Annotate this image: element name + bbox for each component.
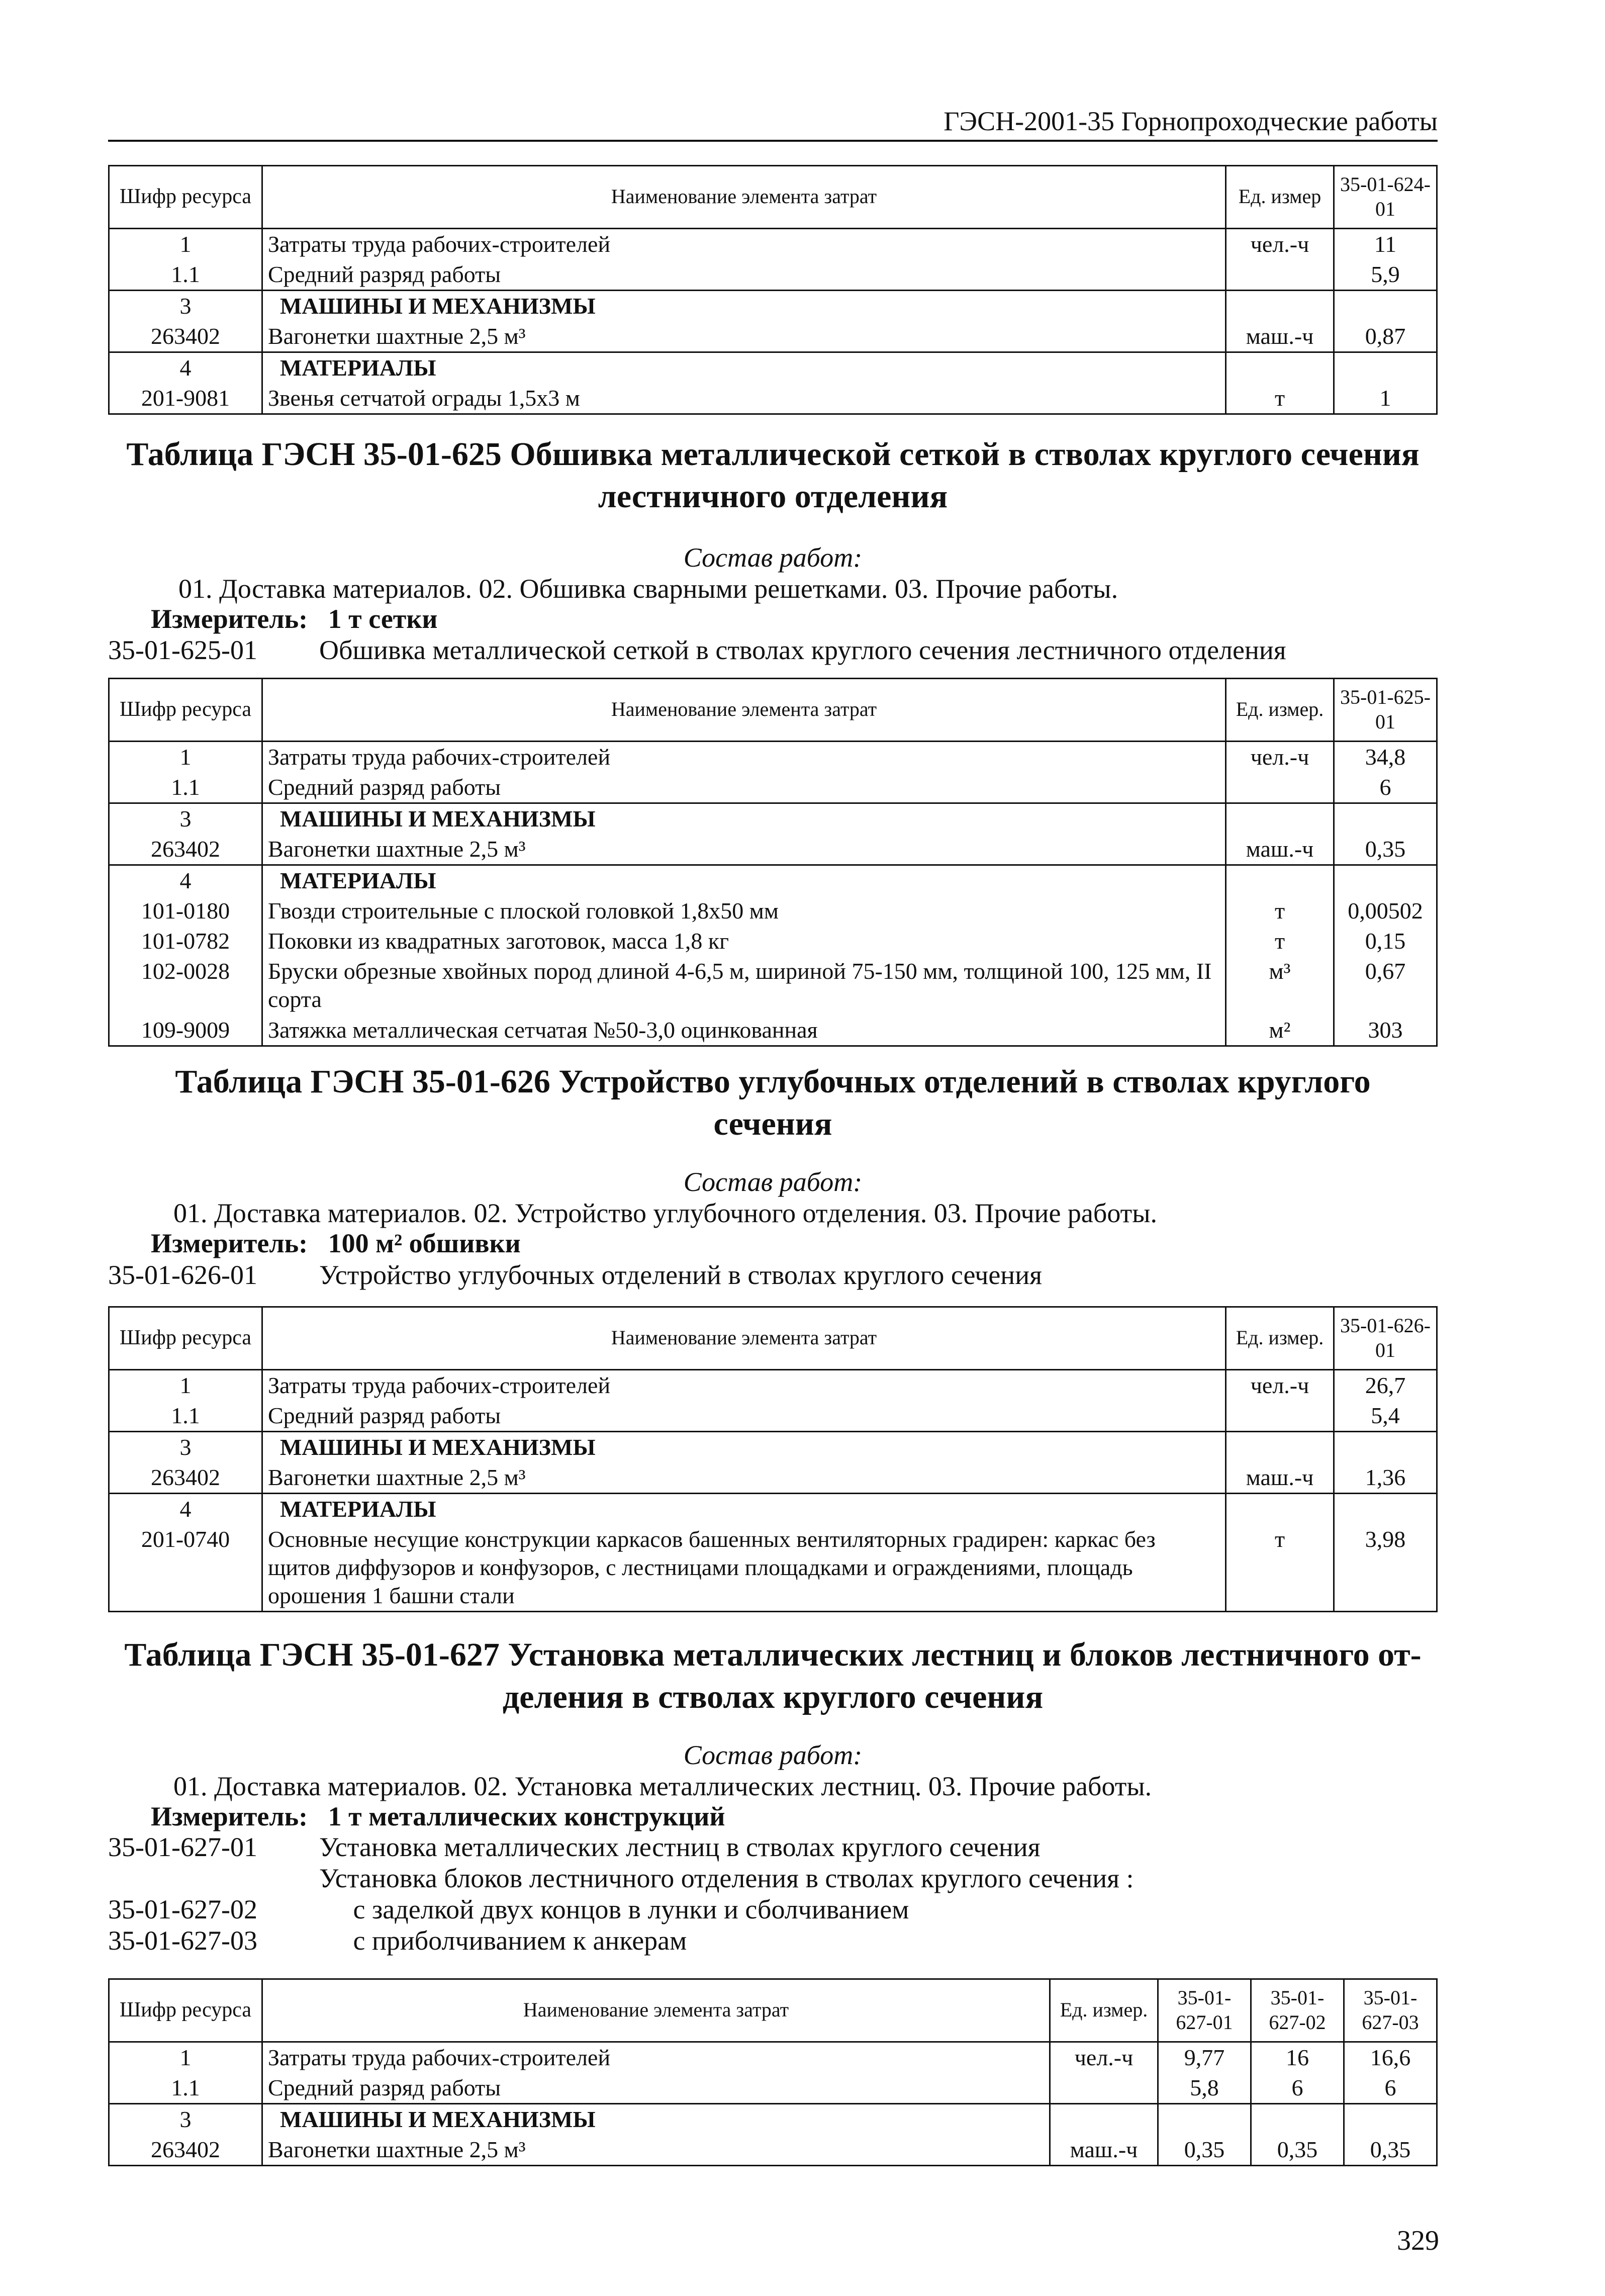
work-composition: 01. Доставка материалов. 02. Установка металлических лестниц. 03. Прочие работы. [173, 1771, 1152, 1801]
cell-name: Затраты труда рабочих-строителей [262, 228, 1226, 259]
cell-value: 6 [1344, 2073, 1437, 2104]
table-627 [108, 1978, 1438, 2166]
cell-code: 263402 [109, 2135, 262, 2166]
cell-value: 0,35 [1344, 2135, 1437, 2166]
item-code: 35-01-627-01 [108, 1832, 257, 1862]
table-626-title [108, 1061, 1438, 1146]
page-number: 329 [1397, 2225, 1439, 2256]
table-624-tail [108, 165, 1438, 415]
meter-value: 1 т металлических конструкций [328, 1801, 725, 1831]
cell-code: 1.1 [109, 259, 262, 291]
table-row [109, 772, 1437, 803]
work-composition-label: Состав работ: [683, 542, 863, 573]
table-row [109, 2103, 1437, 2135]
section-heading: МАТЕРИАЛЫ [262, 865, 1226, 896]
title-line: деления в стволах круглого сечения [502, 1679, 1044, 1716]
item-code: 35-01-627-02 [108, 1894, 257, 1924]
table-627-title [108, 1634, 1438, 1719]
cell-value: 5,9 [1334, 259, 1437, 291]
header-name: Наименование элемента затрат [262, 679, 1226, 742]
cell-code: 263402 [109, 321, 262, 352]
cell-code: 3 [109, 1431, 262, 1462]
item-name: Устройство углубочных отделений в стволах круглого сечения [319, 1260, 1042, 1290]
resource-table [108, 165, 1438, 415]
cell-value: 1 [1334, 383, 1437, 414]
table-row [109, 1524, 1437, 1612]
cell-unit [1050, 2073, 1158, 2104]
header-unit: Ед. измер [1226, 166, 1334, 229]
cell-unit [1226, 803, 1334, 834]
cell-name: Вагонетки шахтные 2,5 м³ [262, 834, 1226, 865]
cell-name: Средний разряд работы [262, 772, 1226, 803]
cell-unit: чел.-ч [1226, 1369, 1334, 1401]
cell-value [1251, 2103, 1344, 2135]
cell-code: 4 [109, 352, 262, 384]
cell-value [1334, 290, 1437, 321]
section-heading: МАШИНЫ И МЕХАНИЗМЫ [262, 290, 1226, 321]
table-627-item [108, 1894, 909, 1925]
cell-name: Вагонетки шахтные 2,5 м³ [262, 321, 1226, 352]
cell-unit: т [1226, 896, 1334, 926]
cell-code: 4 [109, 1494, 262, 1525]
cell-value: 16 [1251, 2042, 1344, 2073]
table-626 [108, 1306, 1438, 1612]
cell-code: 101-0180 [109, 896, 262, 926]
title-line: сечения [713, 1106, 832, 1143]
cell-code: 4 [109, 865, 262, 896]
work-composition: 01. Доставка материалов. 02. Устройство углубочного отделения. 03. Прочие работы. [173, 1198, 1158, 1228]
item-name: с заделкой двух концов в лунки и сболчиванием [353, 1894, 909, 1924]
cell-code: 101-0782 [109, 926, 262, 956]
section-heading: МАШИНЫ И МЕХАНИЗМЫ [262, 803, 1226, 834]
table-row [109, 321, 1437, 352]
table-row [109, 834, 1437, 865]
cell-unit [1226, 290, 1334, 321]
cell-value: 5,8 [1158, 2073, 1251, 2104]
cell-value: 1,36 [1334, 1462, 1437, 1494]
cell-unit [1226, 1494, 1334, 1525]
cell-value: 0,00502 [1334, 896, 1437, 926]
header-col: 35-01-627-03 [1344, 1979, 1437, 2042]
header-col: 35-01-627-01 [1158, 1979, 1251, 2042]
table-627-item [108, 1863, 1134, 1894]
cell-value [1334, 1494, 1437, 1525]
table-625 [108, 678, 1438, 1047]
work-composition-label: Состав работ: [683, 1740, 863, 1770]
table-row [109, 1015, 1437, 1046]
cell-unit [1226, 865, 1334, 896]
cell-name: Бруски обрезные хвойных пород длиной 4-6,5 м, шириной 75-150 мм, толщиной 100, 125 мм, II сорта [262, 956, 1226, 1015]
cell-value: 34,8 [1334, 741, 1437, 772]
cell-unit: чел.-ч [1050, 2042, 1158, 2073]
item-name: с приболчиванием к анкерам [353, 1925, 687, 1956]
header-unit: Ед. измер. [1226, 679, 1334, 742]
table-row [109, 896, 1437, 926]
cell-code: 1.1 [109, 2073, 262, 2104]
cell-unit: т [1226, 926, 1334, 956]
cell-code: 263402 [109, 1462, 262, 1494]
cell-value: 6 [1334, 772, 1437, 803]
meter [151, 603, 438, 634]
cell-unit: м³ [1226, 956, 1334, 1015]
table-row [109, 383, 1437, 414]
cell-name: Основные несущие конструкции каркасов башенных вентиляторных градирен: каркас без щитов диффузоров и конфузоров, с лестницами площадками и ограждениями, площадь орошения 1 башни стали [262, 1524, 1226, 1612]
cell-code: 1 [109, 1369, 262, 1401]
item-name: Установка блоков лестничного отделения в стволах круглого сечения : [319, 1863, 1134, 1893]
header-name: Наименование элемента затрат [262, 1307, 1226, 1370]
cell-value [1334, 865, 1437, 896]
cell-unit: маш.-ч [1050, 2135, 1158, 2166]
cell-name: Затяжка металлическая сетчатая №50-3,0 оцинкованная [262, 1015, 1226, 1046]
cell-name: Средний разряд работы [262, 2073, 1050, 2104]
cell-value: 0,35 [1251, 2135, 1344, 2166]
meter-value: 100 м² обшивки [328, 1228, 521, 1258]
item-code: 35-01-627-03 [108, 1925, 257, 1956]
cell-value: 26,7 [1334, 1369, 1437, 1401]
cell-name: Затраты труда рабочих-строителей [262, 1369, 1226, 1401]
cell-value: 5,4 [1334, 1401, 1437, 1432]
meter-label: Измеритель: [151, 1228, 308, 1258]
table-row [109, 2135, 1437, 2166]
cell-unit: маш.-ч [1226, 1462, 1334, 1494]
table-626-item [108, 1259, 1042, 1291]
section-heading: МАШИНЫ И МЕХАНИЗМЫ [262, 2103, 1050, 2135]
meter-label: Измеритель: [151, 1801, 308, 1831]
cell-value: 303 [1334, 1015, 1437, 1046]
cell-name: Вагонетки шахтные 2,5 м³ [262, 1462, 1226, 1494]
cell-unit [1226, 259, 1334, 291]
cell-value [1334, 803, 1437, 834]
title-line: Таблица ГЭСН 35-01-625 Обшивка металлической сеткой в стволах круглого сечения [126, 436, 1420, 473]
cell-unit: маш.-ч [1226, 321, 1334, 352]
cell-unit [1050, 2103, 1158, 2135]
cell-code: 3 [109, 803, 262, 834]
item-name: Установка металлических лестниц в стволах круглого сечения [319, 1832, 1041, 1862]
cell-name: Вагонетки шахтные 2,5 м³ [262, 2135, 1050, 2166]
resource-table [108, 1978, 1438, 2166]
title-line: Таблица ГЭСН 35-01-626 Устройство углубочных отделений в стволах круглого [175, 1063, 1371, 1100]
cell-name: Поковки из квадратных заготовок, масса 1,8 кг [262, 926, 1226, 956]
header-col: 35-01-626-01 [1334, 1307, 1437, 1370]
meter-label: Измеритель: [151, 604, 308, 634]
cell-code: 201-9081 [109, 383, 262, 414]
header-col: 35-01-625-01 [1334, 679, 1437, 742]
cell-name: Затраты труда рабочих-строителей [262, 741, 1226, 772]
item-name: Обшивка металлической сеткой в стволах круглого сечения лестничного отделения [319, 635, 1286, 665]
cell-value: 9,77 [1158, 2042, 1251, 2073]
cell-name: Звенья сетчатой ограды 1,5х3 м [262, 383, 1226, 414]
cell-value: 0,35 [1158, 2135, 1251, 2166]
cell-name: Затраты труда рабочих-строителей [262, 2042, 1050, 2073]
meter [151, 1801, 725, 1832]
cell-value: 16,6 [1344, 2042, 1437, 2073]
header-unit: Ед. измер. [1050, 1979, 1158, 2042]
cell-value [1334, 352, 1437, 384]
meter [151, 1228, 521, 1259]
header-col: 35-01-624-01 [1334, 166, 1437, 229]
cell-unit [1226, 1431, 1334, 1462]
cell-code: 263402 [109, 834, 262, 865]
cell-value: 6 [1251, 2073, 1344, 2104]
table-row [109, 803, 1437, 834]
table-627-item [108, 1925, 687, 1956]
table-row [109, 2042, 1437, 2073]
cell-name: Средний разряд работы [262, 259, 1226, 291]
header-code: Шифр ресурса [109, 679, 262, 742]
table-row [109, 1401, 1437, 1432]
cell-code: 1.1 [109, 1401, 262, 1432]
table-row [109, 926, 1437, 956]
table-row [109, 741, 1437, 772]
table-row [109, 259, 1437, 291]
table-row [109, 1494, 1437, 1525]
cell-unit [1226, 772, 1334, 803]
cell-code: 3 [109, 2103, 262, 2135]
resource-table [108, 678, 1438, 1047]
cell-name: Гвозди строительные с плоской головкой 1,8х50 мм [262, 896, 1226, 926]
table-row [109, 290, 1437, 321]
cell-unit [1226, 1401, 1334, 1432]
resource-table [108, 1306, 1438, 1612]
work-composition: 01. Доставка материалов. 02. Обшивка сварными решетками. 03. Прочие работы. [178, 574, 1118, 604]
cell-value: 0,67 [1334, 956, 1437, 1015]
header-unit: Ед. измер. [1226, 1307, 1334, 1370]
table-625-title [108, 433, 1438, 518]
item-code: 35-01-626-01 [108, 1260, 257, 1290]
header-code: Шифр ресурса [109, 1307, 262, 1370]
table-row [109, 1431, 1437, 1462]
table-row [109, 2073, 1437, 2104]
cell-code: 1 [109, 2042, 262, 2073]
table-625-item [108, 634, 1286, 666]
cell-value [1334, 1431, 1437, 1462]
cell-unit: маш.-ч [1226, 834, 1334, 865]
cell-value: 11 [1334, 228, 1437, 259]
cell-value: 0,35 [1334, 834, 1437, 865]
table-row [109, 865, 1437, 896]
cell-code: 109-9009 [109, 1015, 262, 1046]
cell-code: 3 [109, 290, 262, 321]
work-composition-label: Состав работ: [683, 1167, 863, 1197]
table-row [109, 352, 1437, 384]
cell-unit [1226, 352, 1334, 384]
table-row [109, 228, 1437, 259]
cell-value: 0,15 [1334, 926, 1437, 956]
cell-code: 1 [109, 741, 262, 772]
table-627-item [108, 1831, 1041, 1863]
cell-unit: т [1226, 1524, 1334, 1612]
running-head: ГЭСН-2001-35 Горнопроходческие работы [108, 106, 1438, 142]
section-heading: МАШИНЫ И МЕХАНИЗМЫ [262, 1431, 1226, 1462]
cell-value: 0,87 [1334, 321, 1437, 352]
cell-code: 1 [109, 228, 262, 259]
header-name: Наименование элемента затрат [262, 166, 1226, 229]
header-code: Шифр ресурса [109, 1979, 262, 2042]
cell-unit: м² [1226, 1015, 1334, 1046]
cell-code: 102-0028 [109, 956, 262, 1015]
table-row [109, 1462, 1437, 1494]
section-heading: МАТЕРИАЛЫ [262, 1494, 1226, 1525]
cell-unit: чел.-ч [1226, 228, 1334, 259]
cell-code: 1.1 [109, 772, 262, 803]
title-line: лестничного отделения [598, 478, 948, 515]
cell-code: 201-0740 [109, 1524, 262, 1612]
meter-value: 1 т сетки [328, 604, 438, 634]
item-code: 35-01-625-01 [108, 635, 257, 665]
cell-value [1158, 2103, 1251, 2135]
header-name: Наименование элемента затрат [262, 1979, 1050, 2042]
cell-unit: т [1226, 383, 1334, 414]
cell-value: 3,98 [1334, 1524, 1437, 1612]
header-col: 35-01-627-02 [1251, 1979, 1344, 2042]
cell-unit: чел.-ч [1226, 741, 1334, 772]
table-row [109, 956, 1437, 1015]
header-code: Шифр ресурса [109, 166, 262, 229]
cell-value [1344, 2103, 1437, 2135]
section-heading: МАТЕРИАЛЫ [262, 352, 1226, 384]
table-row [109, 1369, 1437, 1401]
cell-name: Средний разряд работы [262, 1401, 1226, 1432]
title-line: Таблица ГЭСН 35-01-627 Установка металлических лестниц и блоков лестничного от- [124, 1636, 1422, 1673]
